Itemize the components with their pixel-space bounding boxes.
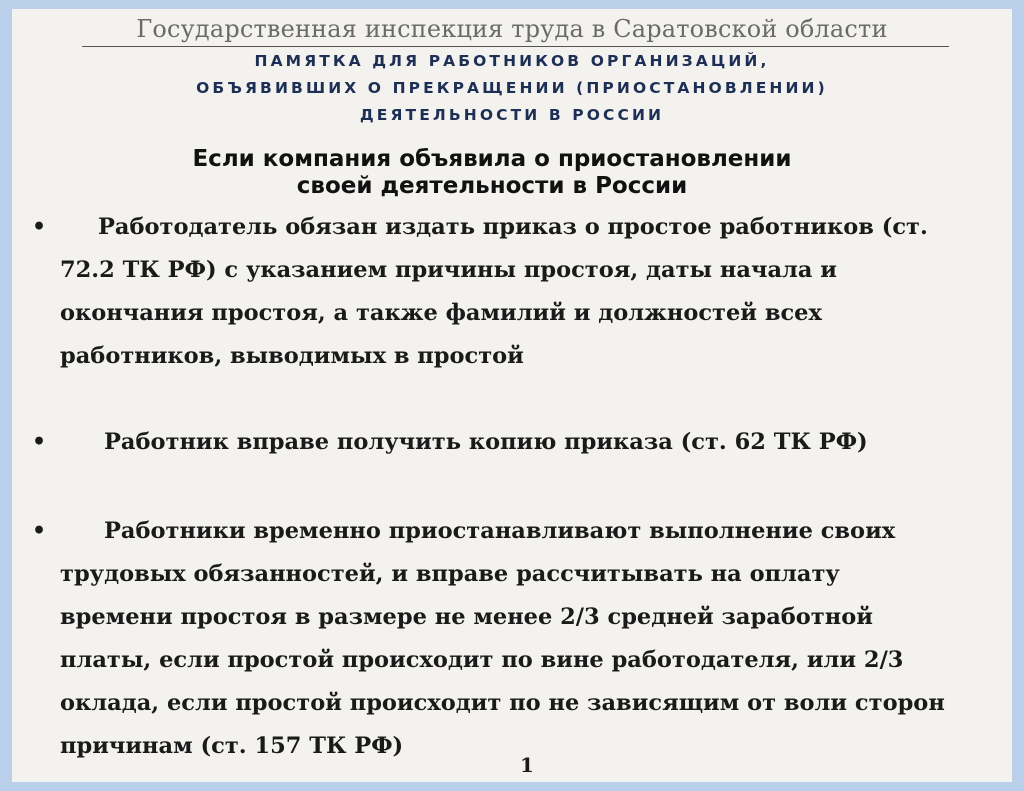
memo-heading [12, 48, 1012, 129]
header-divider [82, 46, 949, 47]
list-item-line: окончания простоя, а также фамилий и должностей всех [60, 300, 822, 326]
list-item-line: работников, выводимых в простой [60, 343, 524, 369]
list-item-line: оклада, если простой происходит по не зависящим от воли сторон [60, 690, 945, 716]
memo-heading-line: ПАМЯТКА ДЛЯ РАБОТНИКОВ ОРГАНИЗАЦИЙ, [254, 52, 770, 70]
subtitle-line: своей деятельности в России [296, 173, 688, 199]
list-item-line: времени простоя в размере не менее 2/3 средней заработной [60, 604, 873, 630]
page-number: 1 [520, 753, 534, 777]
memo-heading-line: ДЕЯТЕЛЬНОСТИ В РОССИИ [359, 106, 665, 124]
subtitle-line: Если компания объявила о приостановлении [192, 146, 792, 172]
bullet-icon: • [32, 429, 47, 455]
bullet-icon: • [32, 518, 47, 544]
list-item-text [60, 510, 1005, 768]
list-item-line: 72.2 ТК РФ) с указанием причины простоя, даты начала и [60, 257, 837, 283]
list-item-line: трудовых обязанностей, и вправе рассчитывать на оплату [60, 561, 840, 587]
list-item-line: платы, если простой происходит по вине работодателя, или 2/3 [60, 647, 904, 673]
list-item-line: Работник вправе получить копию приказа (ст. 62 ТК РФ) [104, 429, 868, 455]
document-page [12, 9, 1012, 782]
list-item-text [60, 206, 1005, 378]
list-item-line: причинам (ст. 157 ТК РФ) [60, 733, 404, 759]
list-item-line: Работники временно приостанавливают выполнение своих [104, 518, 896, 544]
memo-heading-line: ОБЪЯВИВШИХ О ПРЕКРАЩЕНИИ (ПРИОСТАНОВЛЕНИИ) [196, 79, 828, 97]
bullet-icon: • [32, 214, 47, 240]
organization-title: Государственная инспекция труда в Саратовской области [136, 15, 888, 43]
list-item-line: Работодатель обязан издать приказ о простое работников (ст. [98, 214, 928, 240]
section-subtitle [42, 146, 942, 200]
list-item-text [60, 421, 1005, 464]
